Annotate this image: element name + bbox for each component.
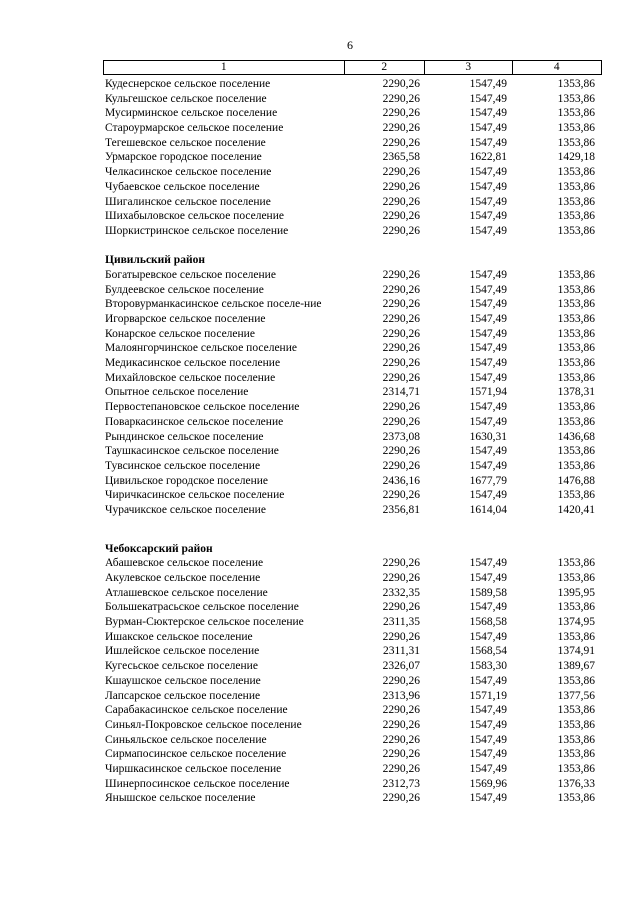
value-col-2: 2290,26 [382, 78, 420, 90]
header-col-3: 3 [425, 61, 512, 75]
settlement-name: Ишакское сельское поселение [105, 630, 253, 643]
value-col-4: 1353,86 [557, 357, 595, 370]
settlement-name: Челкасинское сельское поселение [105, 166, 272, 179]
value-col-4: 1353,86 [557, 371, 595, 384]
value-col-2: 2290,26 [382, 762, 420, 775]
value-col-4: 1353,86 [557, 733, 595, 746]
value-col-3: 1614,04 [469, 503, 507, 516]
value-col-2: 2290,26 [382, 298, 420, 311]
settlement-name: Янышское сельское поселение [105, 792, 256, 805]
settlement-name: Конарское сельское поселение [105, 327, 255, 340]
value-col-4: 1374,91 [557, 645, 595, 658]
settlement-name: Шоркистринское сельское поселение [105, 224, 289, 237]
value-col-2: 2373,08 [382, 430, 420, 443]
value-col-4: 1353,86 [557, 601, 595, 614]
value-col-4: 1353,86 [557, 718, 595, 731]
value-col-4: 1353,86 [557, 445, 595, 458]
settlement-name: Староурмарское сельское поселение [105, 122, 284, 135]
value-col-4: 1353,86 [557, 342, 595, 355]
settlement-name: Игорварское сельское поселение [105, 313, 266, 326]
value-col-3: 1547,49 [469, 283, 507, 296]
value-col-3: 1547,49 [469, 342, 507, 355]
value-col-2: 2365,58 [382, 151, 420, 164]
value-col-3: 1547,49 [469, 92, 507, 105]
settlement-name: Урмарское городское поселение [105, 151, 262, 164]
value-col-2: 2290,26 [382, 572, 420, 585]
value-col-4: 1389,67 [557, 660, 595, 673]
settlement-name: Шинерпосинское сельское поселение [105, 777, 290, 790]
settlement-name: Лапсарское сельское поселение [105, 689, 261, 702]
value-col-3: 1547,49 [469, 733, 507, 746]
value-col-4: 1353,86 [557, 166, 595, 179]
settlement-name: Малоянгорчинское сельское поселение [105, 342, 297, 355]
table-row [105, 224, 600, 239]
settlement-name: Чиршкасинское сельское поселение [105, 762, 282, 775]
settlement-name: Цивильское городское поселение [105, 474, 268, 487]
settlement-name: Рындинское сельское поселение [105, 430, 264, 443]
table-row [105, 733, 600, 748]
value-col-3: 1571,19 [469, 689, 507, 702]
value-col-4: 1436,68 [557, 430, 595, 443]
value-col-3: 1547,49 [469, 674, 507, 687]
value-col-4: 1374,95 [557, 616, 595, 629]
value-col-4: 1353,86 [557, 136, 595, 149]
value-col-2: 2290,26 [382, 445, 420, 458]
value-col-2: 2290,26 [382, 195, 420, 208]
value-col-3: 1622,81 [469, 151, 507, 164]
value-col-3: 1547,49 [469, 748, 507, 761]
value-col-2: 2290,26 [382, 357, 420, 370]
settlement-name: Абашевское сельское поселение [105, 557, 264, 570]
table-row [105, 400, 600, 415]
settlement-name: Синьял-Покровское сельское поселение [105, 718, 302, 731]
value-col-2: 2290,26 [382, 180, 420, 193]
value-col-3: 1547,49 [469, 792, 507, 805]
table-row [105, 615, 600, 630]
value-col-2: 2290,26 [382, 327, 420, 340]
value-col-4: 1420,41 [557, 503, 595, 516]
header-col-2: 2 [344, 61, 425, 75]
value-col-3: 1547,49 [469, 298, 507, 311]
value-col-3: 1583,30 [469, 660, 507, 673]
section-spacer [105, 239, 600, 254]
value-col-2: 2290,26 [382, 718, 420, 731]
value-col-3: 1547,49 [469, 572, 507, 585]
settlement-name: Медикасинское сельское поселение [105, 357, 281, 370]
table-row [105, 586, 600, 601]
settlement-name: Мусирминское сельское поселение [105, 107, 278, 120]
settlement-name: Опытное сельское поселение [105, 386, 249, 399]
value-col-3: 1547,49 [469, 210, 507, 223]
value-col-2: 2290,26 [382, 630, 420, 643]
value-col-4: 1429,18 [557, 151, 595, 164]
settlement-name: Кульгешское сельское поселение [105, 92, 267, 105]
settlement-name: Тегешевское сельское поселение [105, 136, 266, 149]
table-row [105, 644, 600, 659]
value-col-2: 2290,26 [382, 792, 420, 805]
value-col-2: 2290,26 [382, 748, 420, 761]
district-heading: Чебоксарский район [105, 542, 213, 555]
value-col-2: 2290,26 [382, 268, 420, 281]
table-row [105, 415, 600, 430]
table-row [105, 283, 600, 298]
settlement-name: Атлашевское сельское поселение [105, 586, 268, 599]
value-col-3: 1569,96 [469, 777, 507, 790]
value-col-4: 1353,86 [557, 327, 595, 340]
settlement-name: Кугесьское сельское поселение [105, 660, 258, 673]
table-row [105, 136, 600, 151]
value-col-3: 1547,49 [469, 401, 507, 414]
value-col-3: 1547,49 [469, 180, 507, 193]
value-col-3: 1547,49 [469, 122, 507, 135]
table-row [105, 703, 600, 718]
value-col-3: 1589,58 [469, 586, 507, 599]
value-col-2: 2290,26 [382, 601, 420, 614]
settlement-name: Булдеевское сельское поселение [105, 283, 264, 296]
table-row [105, 297, 600, 312]
table-row [105, 747, 600, 762]
value-col-4: 1353,86 [557, 180, 595, 193]
value-col-4: 1353,86 [557, 195, 595, 208]
value-col-4: 1353,86 [557, 210, 595, 223]
value-col-2: 2314,71 [382, 386, 420, 399]
value-col-2: 2311,35 [383, 616, 420, 629]
table-row [105, 327, 600, 342]
table-row [105, 791, 600, 806]
value-col-2: 2290,26 [382, 122, 420, 135]
value-col-4: 1353,86 [557, 674, 595, 687]
value-col-3: 1547,49 [469, 357, 507, 370]
value-col-4: 1353,86 [557, 792, 595, 805]
settlement-name: Акулевское сельское поселение [105, 572, 261, 585]
value-col-2: 2356,81 [382, 503, 420, 516]
value-col-4: 1353,86 [557, 107, 595, 120]
value-col-4: 1353,86 [557, 298, 595, 311]
table-row [105, 459, 600, 474]
table-body [105, 77, 600, 806]
value-col-4: 1353,86 [557, 489, 595, 502]
value-col-2: 2290,26 [382, 224, 420, 237]
value-col-4: 1353,86 [557, 401, 595, 414]
table-row [105, 356, 600, 371]
value-col-3: 1547,49 [469, 718, 507, 731]
value-col-2: 2312,73 [382, 777, 420, 790]
value-col-3: 1547,49 [469, 445, 507, 458]
value-col-3: 1547,49 [469, 601, 507, 614]
value-col-3: 1547,49 [469, 313, 507, 326]
district-heading: Цивильский район [105, 254, 205, 267]
value-col-4: 1376,33 [557, 777, 595, 790]
value-col-4: 1353,86 [557, 572, 595, 585]
value-col-4: 1353,86 [557, 748, 595, 761]
value-col-3: 1547,49 [469, 195, 507, 208]
settlement-name: Шигалинское сельское поселение [105, 195, 271, 208]
value-col-3: 1547,49 [469, 704, 507, 717]
table-row [105, 474, 600, 489]
settlement-name: Вурман-Сюктерское сельское поселение [105, 616, 304, 629]
table-row [105, 312, 600, 327]
value-col-3: 1547,49 [469, 268, 507, 281]
value-col-3: 1547,49 [469, 415, 507, 428]
value-col-4: 1353,86 [557, 704, 595, 717]
value-col-2: 2290,26 [382, 733, 420, 746]
value-col-3: 1547,49 [469, 459, 507, 472]
value-col-4: 1353,86 [557, 224, 595, 237]
value-col-3: 1677,79 [469, 474, 507, 487]
table-row [105, 488, 600, 503]
settlement-name: Михайловское сельское поселение [105, 371, 276, 384]
value-col-4: 1353,86 [557, 762, 595, 775]
table-row [105, 630, 600, 645]
settlement-name: Кшаушское сельское поселение [105, 674, 261, 687]
header-col-1: 1 [104, 61, 345, 75]
value-col-4: 1353,86 [557, 313, 595, 326]
value-col-2: 2290,26 [382, 401, 420, 414]
value-col-3: 1568,54 [469, 645, 507, 658]
settlement-name: Чурачикское сельское поселение [105, 503, 266, 516]
section-spacer [105, 518, 600, 542]
value-col-3: 1547,49 [469, 762, 507, 775]
value-col-2: 2290,26 [382, 415, 420, 428]
table-row [105, 106, 600, 121]
value-col-3: 1547,49 [469, 557, 507, 570]
value-col-3: 1547,49 [469, 371, 507, 384]
value-col-2: 2290,26 [382, 459, 420, 472]
settlement-name: Ишлейское сельское поселение [105, 645, 260, 658]
table-row [105, 718, 600, 733]
value-col-4: 1353,86 [557, 122, 595, 135]
table-row [105, 674, 600, 689]
settlement-name: Шихабыловское сельское поселение [105, 210, 284, 223]
value-col-3: 1547,49 [469, 136, 507, 149]
value-col-2: 2290,26 [382, 557, 420, 570]
table-row [105, 77, 600, 92]
value-col-2: 2290,26 [382, 107, 420, 120]
value-col-4: 1353,86 [557, 283, 595, 296]
table-row [105, 689, 600, 704]
value-col-4: 1476,88 [557, 474, 595, 487]
settlement-name: Богатыревское сельское поселение [105, 268, 276, 281]
value-col-3: 1547,49 [469, 630, 507, 643]
value-col-2: 2290,26 [382, 136, 420, 149]
value-col-2: 2332,35 [382, 586, 420, 599]
table-row [105, 150, 600, 165]
table-row [105, 762, 600, 777]
value-col-2: 2290,26 [382, 704, 420, 717]
settlement-name: Тувсинское сельское поселение [105, 459, 261, 472]
settlement-name: Сарабакасинское сельское поселение [105, 704, 288, 717]
settlement-name: Второвурманкасинское сельское поселе-ние [105, 298, 322, 311]
value-col-3: 1547,49 [469, 107, 507, 120]
value-col-2: 2290,26 [382, 210, 420, 223]
table-row [105, 180, 600, 195]
value-col-3: 1547,49 [469, 224, 507, 237]
table-row [105, 430, 600, 445]
table-row [105, 371, 600, 386]
value-col-3: 1547,49 [469, 327, 507, 340]
table-row [105, 444, 600, 459]
table-row [105, 209, 600, 224]
value-col-2: 2290,26 [382, 313, 420, 326]
table-row [105, 341, 600, 356]
table-row [105, 556, 600, 571]
settlement-name: Большекатрасьское сельское поселение [105, 601, 299, 614]
table-row [105, 165, 600, 180]
settlement-name: Поваркасинское сельское поселение [105, 415, 284, 428]
table-row [105, 777, 600, 792]
table-row [105, 92, 600, 107]
value-col-4: 1353,86 [557, 557, 595, 570]
settlement-name: Первостепановское сельское поселение [105, 401, 300, 414]
value-col-4: 1377,56 [557, 689, 595, 702]
table-row [105, 121, 600, 136]
value-col-4: 1353,86 [557, 268, 595, 281]
table-row [105, 600, 600, 615]
value-col-4: 1395,95 [557, 586, 595, 599]
value-col-3: 1547,49 [469, 489, 507, 502]
table-row [105, 571, 600, 586]
table-row [105, 268, 600, 283]
value-col-3: 1568,58 [469, 616, 507, 629]
settlement-name: Сирмапосинское сельское поселение [105, 748, 287, 761]
value-col-2: 2290,26 [382, 371, 420, 384]
value-col-4: 1353,86 [557, 78, 595, 90]
value-col-4: 1378,31 [557, 386, 595, 399]
value-col-2: 2290,26 [382, 489, 420, 502]
value-col-2: 2313,96 [382, 689, 420, 702]
header-col-4: 4 [512, 61, 602, 75]
value-col-4: 1353,86 [557, 415, 595, 428]
value-col-4: 1353,86 [557, 459, 595, 472]
table-row [105, 195, 600, 210]
value-col-3: 1547,49 [469, 166, 507, 179]
table-header [103, 60, 602, 75]
table-row [105, 503, 600, 518]
value-col-2: 2436,16 [382, 474, 420, 487]
value-col-2: 2290,26 [382, 283, 420, 296]
settlement-name: Таушкасинское сельское поселение [105, 445, 279, 458]
value-col-2: 2326,07 [382, 660, 420, 673]
value-col-2: 2290,26 [382, 166, 420, 179]
settlement-name: Кудеснерское сельское поселение [105, 78, 271, 90]
value-col-3: 1571,94 [469, 386, 507, 399]
value-col-4: 1353,86 [557, 630, 595, 643]
table-row [105, 385, 600, 400]
value-col-2: 2311,31 [383, 645, 420, 658]
value-col-2: 2290,26 [382, 674, 420, 687]
value-col-2: 2290,26 [382, 342, 420, 355]
settlement-name: Чиричкасинское сельское поселение [105, 489, 285, 502]
value-col-3: 1630,31 [469, 430, 507, 443]
page-number: 6 [347, 38, 353, 52]
settlement-name: Синьяльское сельское поселение [105, 733, 267, 746]
table-row [105, 659, 600, 674]
value-col-3: 1547,49 [469, 78, 507, 90]
settlement-name: Чубаевское сельское поселение [105, 180, 260, 193]
value-col-4: 1353,86 [557, 92, 595, 105]
value-col-2: 2290,26 [382, 92, 420, 105]
